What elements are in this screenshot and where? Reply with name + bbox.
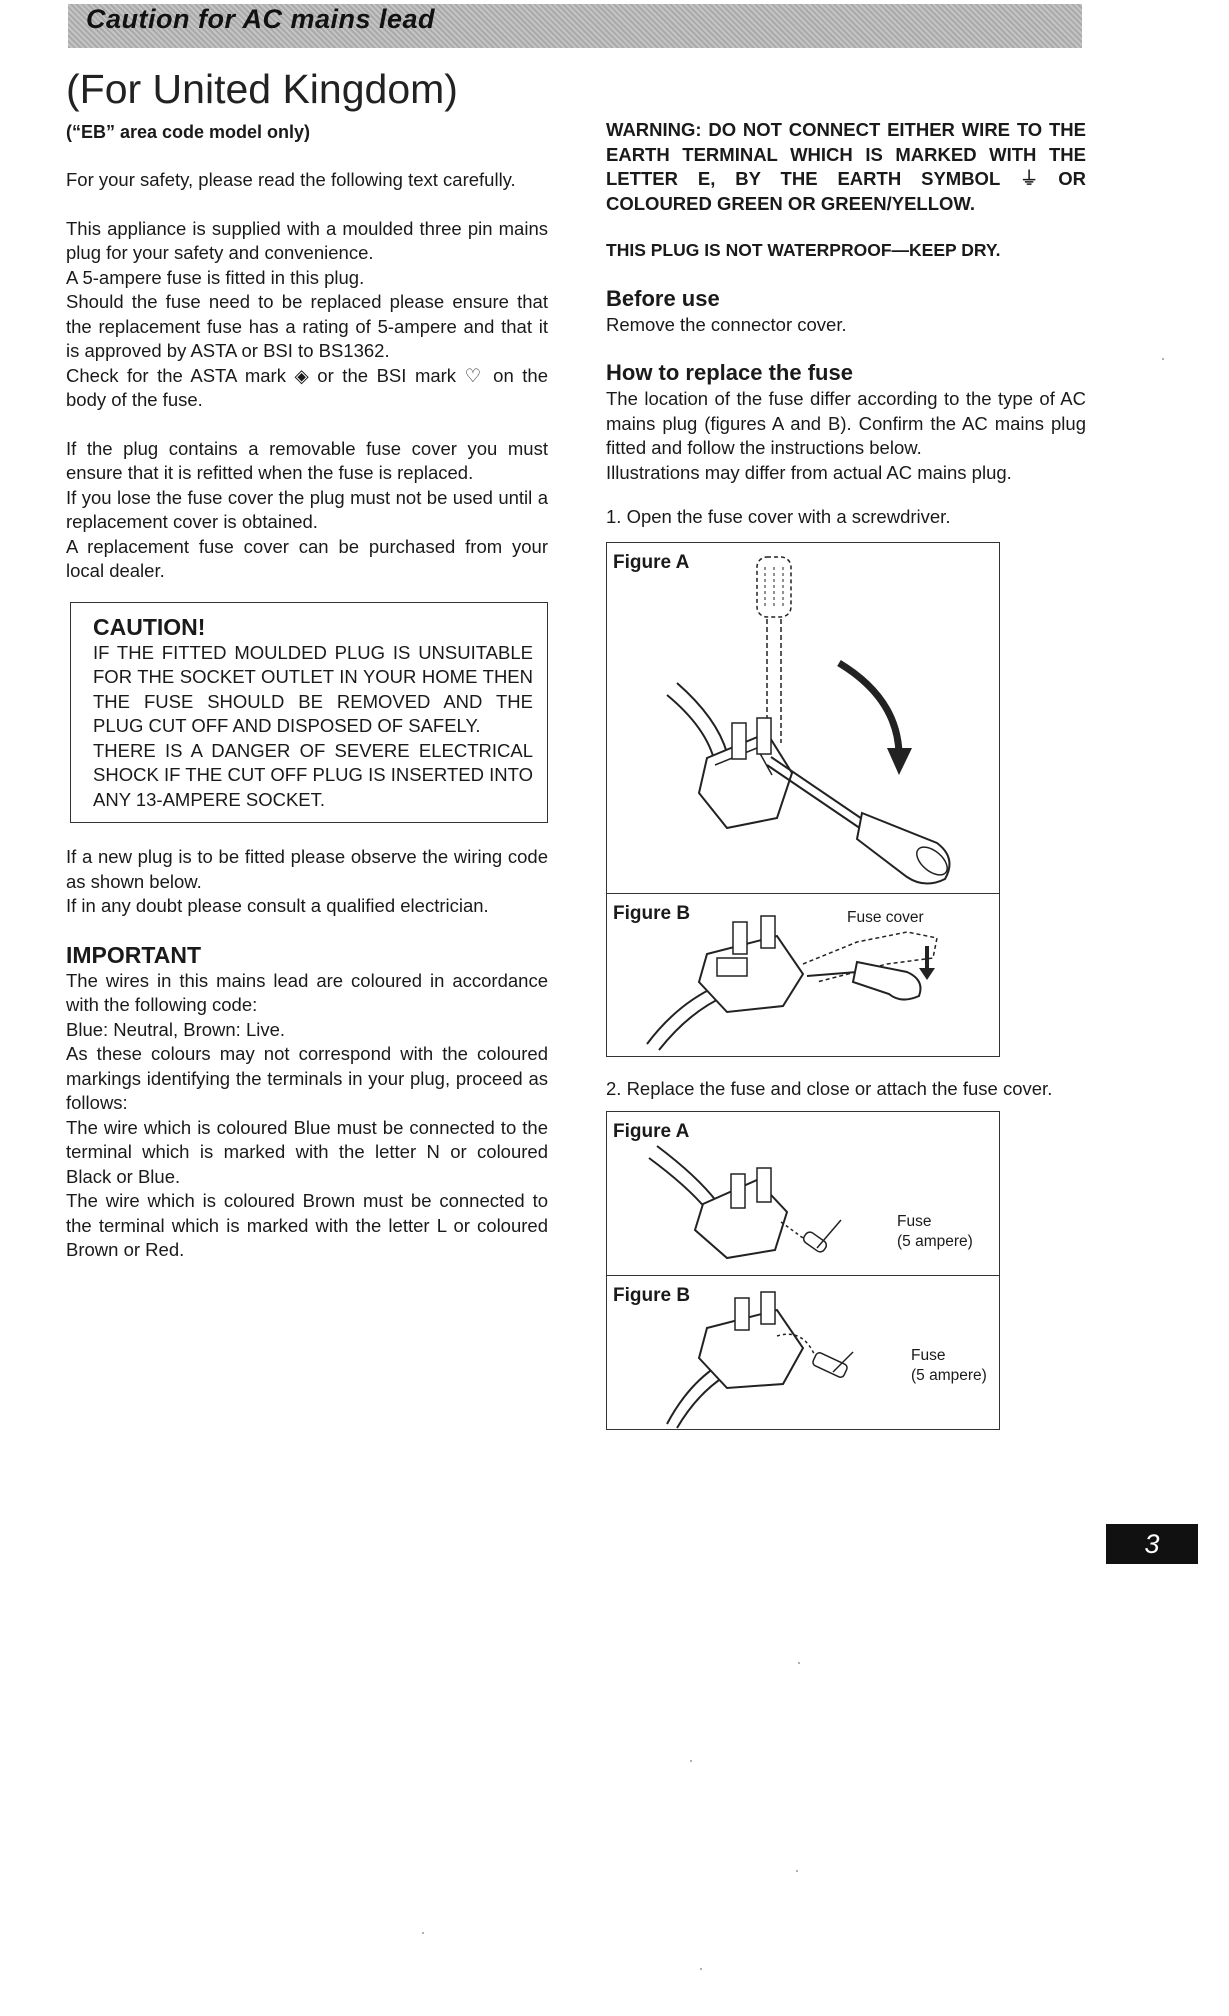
supply-line: This appliance is supplied with a moulded three pin mains plug for your safety and convenience. [66,217,548,263]
fuse-label [911,1346,987,1386]
figure-a-label: Figure A [613,551,690,573]
before-use-heading: Before use [606,285,720,311]
caution-line: THERE IS A DANGER OF SEVERE ELECTRICAL SHOCK IF THE CUT OFF PLUG IS INSERTED INTO ANY 13-AMPERE SOCKET. [93,739,533,810]
step-1-figure-box [606,542,1000,1057]
fuse-label-line: Fuse [897,1213,932,1230]
earth-warning: WARNING: DO NOT CONNECT EITHER WIRE TO THE EARTH TERMINAL WHICH IS MARKED WITH THE LETTER E, BY THE EARTH SYMBOL ⏚ OR COLOURED GREEN OR GREEN/YELLOW. [606,119,1086,214]
replace-fuse-text [606,387,1086,485]
intro-text: For your safety, please read the following text carefully. [66,169,516,190]
important-line: The wire which is coloured Blue must be connected to the terminal which is marked with the letter N or coloured Black or Blue. [66,1116,548,1187]
figure-b-label: Figure B [613,902,691,924]
wiring-paragraph [66,845,548,919]
important-line: As these colours may not correspond with the coloured markings identifying the terminals in your plug, proceed as follows: [66,1043,548,1113]
figure-b-replace-fuse [607,1276,999,1429]
supply-line: Check for the ASTA mark ◈ or the BSI mark ♡ on the body of the fuse. [66,364,548,410]
scan-speck [798,1662,800,1664]
supply-line: Should the fuse need to be replaced please ensure that the replacement fuse has a rating of 5-ampere and that it is approved by ASTA or BSI to BS1362. [66,291,548,361]
page-title: (For United Kingdom) [66,66,458,112]
figure-a-label: Figure A [613,1121,690,1142]
scan-speck [422,1932,424,1934]
replace-fuse-heading: How to replace the fuse [606,360,853,385]
wiring-line: If in any doubt please consult a qualified electrician. [66,895,489,916]
important-line: Blue: Neutral, Brown: Live. [66,1018,286,1040]
figure-b-open-cover [607,894,999,1056]
cover-line: If you lose the fuse cover the plug must not be used until a replacement cover is obtained. [66,486,548,532]
before-use-text: Remove the connector cover. [606,313,847,335]
figure-a-replace-fuse [607,1112,999,1276]
scan-speck [700,1968,702,1970]
fuse-rating-line: (5 ampere) [911,1367,987,1384]
important-line: The wires in this mains lead are coloured in accordance with the following code: [66,969,548,1015]
plug-screwdriver-illustration [607,543,999,893]
banner-title: Caution for AC mains lead [86,4,436,34]
caution-title: CAUTION! [93,613,206,640]
right-column [606,118,1086,1430]
area-code-note: (“EB” area code model only) [66,122,311,142]
fuse-cover-paragraph [66,437,548,584]
supply-line: A 5-ampere fuse is fitted in this plug. [66,266,365,288]
waterproof-warning: THIS PLUG IS NOT WATERPROOF—KEEP DRY. [606,240,1001,260]
scan-speck [796,1870,798,1872]
wiring-line: If a new plug is to be fitted please observe the wiring code as shown below. [66,846,548,892]
caution-box [70,602,548,824]
fuse-label-line: Fuse [911,1347,946,1364]
page-number: 3 [1106,1524,1198,1564]
figure-b-label: Figure B [613,1285,691,1306]
fuse-rating-line: (5 ampere) [897,1233,973,1250]
scan-speck [1162,358,1164,360]
replace-fuse-line: The location of the fuse differ according to the type of AC mains plug (figures A and B). Confirm the AC mains plug fitted and follow the instructions below. [606,388,1086,458]
important-paragraph [66,969,548,1263]
important-heading: IMPORTANT [66,941,202,968]
supply-paragraph [66,217,548,413]
cover-line: If the plug contains a removable fuse cover you must ensure that it is refitted when the fuse is replaced. [66,437,548,483]
important-line: The wire which is coloured Brown must be connected to the terminal which is marked with the letter L or coloured Brown or Red. [66,1190,548,1260]
replace-fuse-line: Illustrations may differ from actual AC mains plug. [606,461,1012,483]
left-column [66,168,548,1263]
fuse-cover-label: Fuse cover [847,908,924,926]
cover-line: A replacement fuse cover can be purchased from your local dealer. [66,535,548,581]
figure-a-open-cover [607,543,999,894]
fuse-label [897,1212,973,1252]
step-1-text: 1. Open the fuse cover with a screwdriver. [606,506,951,527]
scan-speck [690,1760,692,1762]
step-2-text: 2. Replace the fuse and close or attach the fuse cover. [606,1077,1053,1099]
step-2-figure-box [606,1111,1000,1430]
caution-line: IF THE FITTED MOULDED PLUG IS UNSUITABLE FOR THE SOCKET OUTLET IN YOUR HOME THEN THE FUSE SHOULD BE REMOVED AND THE PLUG CUT OFF AND DISPOSED OF SAFELY. [93,641,533,736]
